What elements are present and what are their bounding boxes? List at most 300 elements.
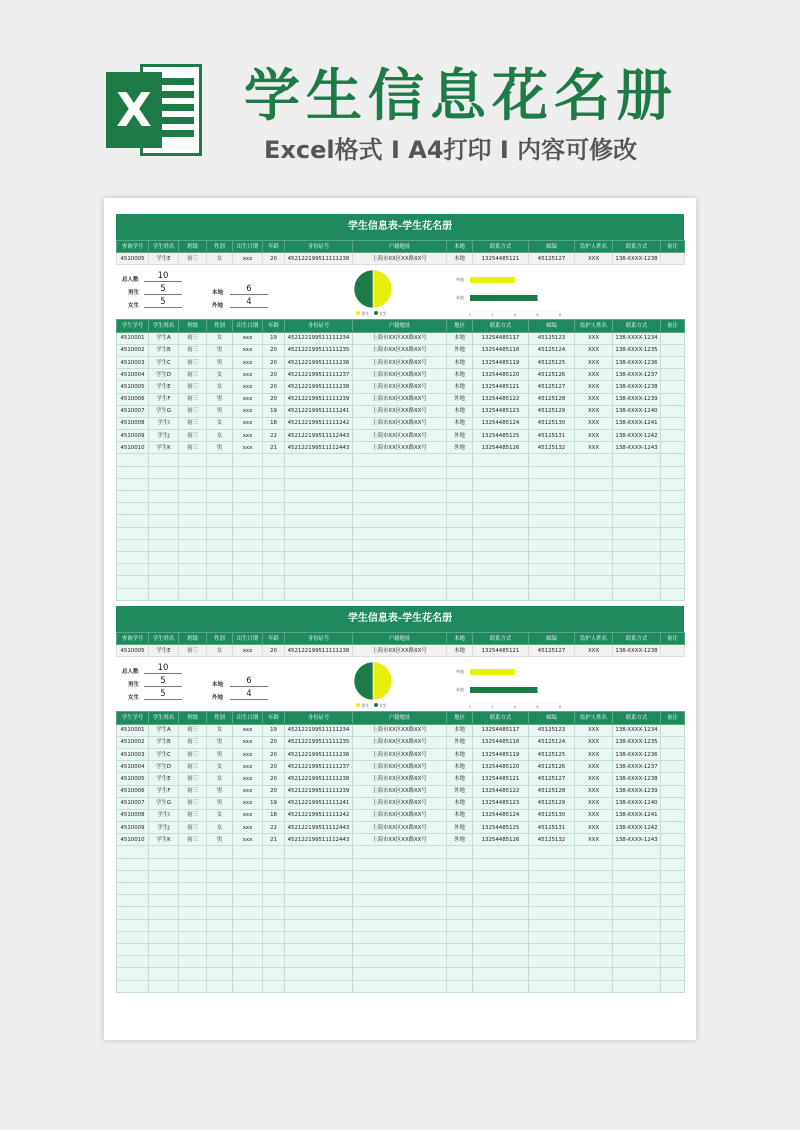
empty-cell[interactable] [207,588,233,600]
empty-cell[interactable] [149,503,179,515]
empty-cell[interactable] [613,576,661,588]
table-cell[interactable]: 学生F [149,393,179,405]
table-cell[interactable]: XXX [575,809,613,821]
empty-cell[interactable] [263,491,285,503]
table-cell[interactable]: 138-XXXX-1242 [613,822,661,834]
table-cell[interactable]: 22 [263,822,285,834]
empty-cell[interactable] [207,576,233,588]
empty-cell[interactable] [473,478,529,490]
empty-cell[interactable] [575,870,613,882]
table-cell[interactable]: 上海市XX区XX路XX号 [353,773,447,785]
empty-cell[interactable] [613,858,661,870]
table-cell[interactable]: 学生D [149,369,179,381]
empty-cell[interactable] [473,943,529,955]
empty-cell[interactable] [575,491,613,503]
empty-cell[interactable] [263,907,285,919]
table-cell[interactable]: 13254485119 [473,356,529,368]
empty-cell[interactable] [117,943,149,955]
empty-cell[interactable] [207,846,233,858]
table-cell[interactable]: xxx [233,356,263,368]
table-cell[interactable]: 13254485126 [473,442,529,454]
table-cell[interactable]: 13254485125 [473,430,529,442]
table-cell[interactable]: 138-XXXX-1234 [613,724,661,736]
empty-cell[interactable] [233,883,263,895]
empty-cell[interactable] [207,551,233,563]
empty-cell[interactable] [575,527,613,539]
empty-cell[interactable] [473,527,529,539]
table-cell[interactable]: 初三 [179,761,207,773]
empty-cell[interactable] [575,931,613,943]
table-cell[interactable]: 上海市XX区XX路XX号 [353,393,447,405]
table-cell[interactable] [661,724,685,736]
table-cell[interactable]: 452122199511111239 [285,785,353,797]
empty-cell[interactable] [149,551,179,563]
empty-cell[interactable] [179,895,207,907]
empty-cell[interactable] [233,968,263,980]
empty-cell[interactable] [285,931,353,943]
empty-cell[interactable] [117,588,149,600]
empty-cell[interactable] [613,454,661,466]
empty-cell[interactable] [285,539,353,551]
empty-cell[interactable] [661,907,685,919]
empty-cell[interactable] [149,919,179,931]
table-cell[interactable]: 138-XXXX-1241 [613,809,661,821]
empty-cell[interactable] [529,564,575,576]
empty-cell[interactable] [117,895,149,907]
empty-cell[interactable] [661,943,685,955]
empty-cell[interactable] [447,588,473,600]
empty-cell[interactable] [117,956,149,968]
table-cell[interactable]: 4510009 [117,430,149,442]
empty-cell[interactable] [575,588,613,600]
empty-cell[interactable] [117,576,149,588]
empty-cell[interactable] [473,883,529,895]
table-cell[interactable]: XXX [575,822,613,834]
empty-cell[interactable] [447,870,473,882]
empty-cell[interactable] [661,895,685,907]
empty-cell[interactable] [613,919,661,931]
empty-cell[interactable] [233,858,263,870]
empty-cell[interactable] [117,466,149,478]
table-cell[interactable]: xxx [233,785,263,797]
table-cell[interactable]: 21 [263,834,285,846]
empty-cell[interactable] [575,907,613,919]
empty-cell[interactable] [353,515,447,527]
empty-cell[interactable] [473,588,529,600]
table-cell[interactable]: 452122199511111239 [285,393,353,405]
table-cell[interactable]: 本地 [447,405,473,417]
table-cell[interactable]: 本地 [447,332,473,344]
empty-cell[interactable] [661,503,685,515]
empty-cell[interactable] [353,846,447,858]
table-cell[interactable]: 45125123 [529,724,575,736]
table-cell[interactable]: 4510002 [117,736,149,748]
table-cell[interactable]: 20 [263,381,285,393]
table-cell[interactable]: 初三 [179,344,207,356]
empty-cell[interactable] [285,919,353,931]
table-cell[interactable]: 138-XXXX-1239 [613,393,661,405]
table-cell[interactable]: 21 [263,442,285,454]
table-cell[interactable]: 女 [207,761,233,773]
empty-cell[interactable] [529,870,575,882]
query-input[interactable]: 4510005 [117,253,149,265]
table-cell[interactable]: 13254485125 [473,822,529,834]
table-cell[interactable]: 45125131 [529,430,575,442]
table-cell[interactable]: 男 [207,442,233,454]
empty-cell[interactable] [529,551,575,563]
empty-cell[interactable] [117,539,149,551]
empty-cell[interactable] [117,515,149,527]
empty-cell[interactable] [473,539,529,551]
table-cell[interactable]: 452122199511111237 [285,761,353,773]
table-cell[interactable]: 学生D [149,761,179,773]
empty-cell[interactable] [117,968,149,980]
empty-cell[interactable] [179,980,207,992]
empty-cell[interactable] [179,919,207,931]
empty-cell[interactable] [117,478,149,490]
table-cell[interactable]: XXX [575,405,613,417]
empty-cell[interactable] [263,968,285,980]
empty-cell[interactable] [263,466,285,478]
empty-cell[interactable] [263,539,285,551]
empty-cell[interactable] [233,503,263,515]
table-cell[interactable]: 本地 [447,773,473,785]
table-cell[interactable]: 138-XXXX-1237 [613,761,661,773]
table-cell[interactable]: XXX [575,834,613,846]
table-cell[interactable]: 138-XXXX-1240 [613,405,661,417]
table-cell[interactable]: 19 [263,332,285,344]
empty-cell[interactable] [285,980,353,992]
empty-cell[interactable] [285,478,353,490]
empty-cell[interactable] [233,956,263,968]
empty-cell[interactable] [149,478,179,490]
table-cell[interactable]: 本地 [447,761,473,773]
table-cell[interactable] [661,356,685,368]
empty-cell[interactable] [473,931,529,943]
empty-cell[interactable] [447,943,473,955]
empty-cell[interactable] [149,858,179,870]
empty-cell[interactable] [353,564,447,576]
table-cell[interactable]: 452122199511111236 [285,356,353,368]
empty-cell[interactable] [661,980,685,992]
empty-cell[interactable] [529,588,575,600]
empty-cell[interactable] [473,551,529,563]
table-cell[interactable]: 45125128 [529,785,575,797]
empty-cell[interactable] [117,454,149,466]
table-cell[interactable]: 45125125 [529,748,575,760]
empty-cell[interactable] [529,931,575,943]
empty-cell[interactable] [473,907,529,919]
empty-cell[interactable] [285,870,353,882]
table-cell[interactable]: xxx [233,822,263,834]
table-cell[interactable]: 452122199511111238 [285,381,353,393]
table-cell[interactable]: 20 [263,736,285,748]
empty-cell[interactable] [353,551,447,563]
empty-cell[interactable] [447,883,473,895]
table-cell[interactable]: 13254485120 [473,369,529,381]
table-cell[interactable]: 初三 [179,442,207,454]
table-cell[interactable]: 138-XXXX-1234 [613,332,661,344]
empty-cell[interactable] [233,907,263,919]
empty-cell[interactable] [233,943,263,955]
table-cell[interactable]: 本地 [447,381,473,393]
empty-cell[interactable] [149,846,179,858]
table-cell[interactable]: 45125129 [529,405,575,417]
empty-cell[interactable] [661,931,685,943]
table-cell[interactable]: 本地 [447,724,473,736]
table-cell[interactable] [661,332,685,344]
table-cell[interactable]: 452122199511111242 [285,417,353,429]
empty-cell[interactable] [661,846,685,858]
table-cell[interactable]: 20 [263,748,285,760]
table-cell[interactable]: 上海市XX区XX路XX号 [353,809,447,821]
empty-cell[interactable] [529,539,575,551]
empty-cell[interactable] [447,858,473,870]
empty-cell[interactable] [263,527,285,539]
table-cell[interactable] [661,797,685,809]
empty-cell[interactable] [149,895,179,907]
empty-cell[interactable] [207,870,233,882]
table-cell[interactable]: 男 [207,797,233,809]
table-cell[interactable]: xxx [233,761,263,773]
table-cell[interactable]: 452122199511112443 [285,430,353,442]
empty-cell[interactable] [613,466,661,478]
empty-cell[interactable] [473,919,529,931]
table-cell[interactable]: 4510002 [117,344,149,356]
empty-cell[interactable] [285,943,353,955]
table-cell[interactable]: 初三 [179,785,207,797]
table-cell[interactable]: 20 [263,773,285,785]
table-cell[interactable]: 13254485122 [473,785,529,797]
table-cell[interactable] [661,344,685,356]
table-cell[interactable]: 138-XXXX-1235 [613,736,661,748]
empty-cell[interactable] [353,943,447,955]
table-cell[interactable]: 13254485123 [473,405,529,417]
empty-cell[interactable] [661,527,685,539]
table-cell[interactable]: 45125130 [529,809,575,821]
empty-cell[interactable] [447,980,473,992]
table-cell[interactable]: 本地 [447,356,473,368]
empty-cell[interactable] [233,846,263,858]
empty-cell[interactable] [117,907,149,919]
table-cell[interactable]: 初三 [179,405,207,417]
empty-cell[interactable] [233,527,263,539]
empty-cell[interactable] [447,564,473,576]
empty-cell[interactable] [207,907,233,919]
table-cell[interactable]: 初三 [179,748,207,760]
empty-cell[interactable] [447,576,473,588]
table-cell[interactable] [661,736,685,748]
empty-cell[interactable] [233,588,263,600]
empty-cell[interactable] [529,943,575,955]
table-cell[interactable]: 学生G [149,797,179,809]
empty-cell[interactable] [447,491,473,503]
empty-cell[interactable] [575,515,613,527]
table-cell[interactable]: 上海市XX区XX路XX号 [353,417,447,429]
empty-cell[interactable] [263,576,285,588]
empty-cell[interactable] [233,870,263,882]
empty-cell[interactable] [575,968,613,980]
table-cell[interactable]: 上海市XX区XX路XX号 [353,369,447,381]
empty-cell[interactable] [179,478,207,490]
empty-cell[interactable] [575,576,613,588]
table-cell[interactable]: 20 [263,356,285,368]
table-cell[interactable]: 外地 [447,430,473,442]
table-cell[interactable]: xxx [233,797,263,809]
table-cell[interactable]: 13254485124 [473,417,529,429]
table-cell[interactable]: 20 [263,369,285,381]
empty-cell[interactable] [529,968,575,980]
table-cell[interactable]: 4510007 [117,405,149,417]
empty-cell[interactable] [613,588,661,600]
empty-cell[interactable] [575,919,613,931]
empty-cell[interactable] [179,858,207,870]
table-cell[interactable]: 4510006 [117,393,149,405]
table-cell[interactable]: 138-XXXX-1236 [613,356,661,368]
empty-cell[interactable] [613,478,661,490]
table-cell[interactable]: 138-XXXX-1243 [613,834,661,846]
empty-cell[interactable] [353,539,447,551]
empty-cell[interactable] [473,858,529,870]
empty-cell[interactable] [661,858,685,870]
table-cell[interactable]: XXX [575,332,613,344]
table-cell[interactable]: 19 [263,797,285,809]
empty-cell[interactable] [149,564,179,576]
empty-cell[interactable] [613,491,661,503]
table-cell[interactable]: 外地 [447,834,473,846]
table-cell[interactable]: 13254485118 [473,344,529,356]
table-cell[interactable]: 452122199511112443 [285,442,353,454]
empty-cell[interactable] [207,895,233,907]
empty-cell[interactable] [575,539,613,551]
table-cell[interactable]: 45125132 [529,442,575,454]
empty-cell[interactable] [353,527,447,539]
table-cell[interactable] [661,761,685,773]
table-cell[interactable]: 上海市XX区XX路XX号 [353,736,447,748]
empty-cell[interactable] [661,956,685,968]
table-cell[interactable]: 上海市XX区XX路XX号 [353,785,447,797]
empty-cell[interactable] [353,931,447,943]
empty-cell[interactable] [233,454,263,466]
table-cell[interactable]: 138-XXXX-1241 [613,417,661,429]
table-cell[interactable]: 13254485119 [473,748,529,760]
empty-cell[interactable] [575,858,613,870]
empty-cell[interactable] [575,895,613,907]
table-cell[interactable]: 4510005 [117,773,149,785]
empty-cell[interactable] [207,491,233,503]
table-cell[interactable]: 上海市XX区XX路XX号 [353,405,447,417]
table-cell[interactable]: 初三 [179,417,207,429]
empty-cell[interactable] [447,503,473,515]
table-cell[interactable]: 138-XXXX-1239 [613,785,661,797]
table-cell[interactable]: 女 [207,381,233,393]
table-cell[interactable]: 45125126 [529,761,575,773]
table-cell[interactable]: 138-XXXX-1238 [613,381,661,393]
empty-cell[interactable] [473,968,529,980]
table-cell[interactable]: 13254485120 [473,761,529,773]
table-cell[interactable]: 452122199511111235 [285,344,353,356]
empty-cell[interactable] [263,858,285,870]
table-cell[interactable]: 20 [263,393,285,405]
table-cell[interactable]: 4510001 [117,332,149,344]
table-cell[interactable]: 45125123 [529,332,575,344]
empty-cell[interactable] [661,515,685,527]
empty-cell[interactable] [233,931,263,943]
empty-cell[interactable] [575,883,613,895]
table-cell[interactable]: 45125125 [529,356,575,368]
table-cell[interactable]: 女 [207,809,233,821]
empty-cell[interactable] [575,478,613,490]
empty-cell[interactable] [447,895,473,907]
table-cell[interactable]: 男 [207,785,233,797]
empty-cell[interactable] [285,576,353,588]
empty-cell[interactable] [353,588,447,600]
table-cell[interactable] [661,369,685,381]
empty-cell[interactable] [353,478,447,490]
empty-cell[interactable] [353,895,447,907]
empty-cell[interactable] [179,491,207,503]
empty-cell[interactable] [263,551,285,563]
table-cell[interactable]: 452122199511111236 [285,748,353,760]
empty-cell[interactable] [117,551,149,563]
table-cell[interactable]: 4510007 [117,797,149,809]
empty-cell[interactable] [661,454,685,466]
table-cell[interactable]: 19 [263,405,285,417]
table-cell[interactable]: 20 [263,785,285,797]
table-cell[interactable]: 外地 [447,344,473,356]
table-cell[interactable]: 上海市XX区XX路XX号 [353,442,447,454]
table-cell[interactable]: 452122199511111234 [285,332,353,344]
empty-cell[interactable] [473,956,529,968]
empty-cell[interactable] [233,466,263,478]
table-cell[interactable] [661,809,685,821]
table-cell[interactable]: 学生B [149,736,179,748]
empty-cell[interactable] [149,454,179,466]
empty-cell[interactable] [207,503,233,515]
empty-cell[interactable] [613,503,661,515]
table-cell[interactable]: 学生J [149,822,179,834]
table-cell[interactable]: 初三 [179,736,207,748]
empty-cell[interactable] [179,551,207,563]
empty-cell[interactable] [575,564,613,576]
empty-cell[interactable] [117,931,149,943]
empty-cell[interactable] [353,980,447,992]
table-cell[interactable]: 20 [263,344,285,356]
table-cell[interactable]: 本地 [447,797,473,809]
empty-cell[interactable] [207,466,233,478]
empty-cell[interactable] [233,515,263,527]
empty-cell[interactable] [575,466,613,478]
table-cell[interactable]: XXX [575,773,613,785]
table-cell[interactable]: 13254485118 [473,736,529,748]
table-cell[interactable]: XXX [575,381,613,393]
table-cell[interactable]: 13254485126 [473,834,529,846]
empty-cell[interactable] [179,564,207,576]
table-cell[interactable]: 138-XXXX-1238 [613,773,661,785]
empty-cell[interactable] [285,564,353,576]
empty-cell[interactable] [473,846,529,858]
empty-cell[interactable] [661,870,685,882]
empty-cell[interactable] [661,588,685,600]
empty-cell[interactable] [263,943,285,955]
empty-cell[interactable] [285,858,353,870]
table-cell[interactable]: 上海市XX区XX路XX号 [353,834,447,846]
table-cell[interactable]: 452122199511111234 [285,724,353,736]
table-cell[interactable]: 4510008 [117,417,149,429]
table-cell[interactable] [661,430,685,442]
empty-cell[interactable] [447,846,473,858]
table-cell[interactable]: 学生F [149,785,179,797]
